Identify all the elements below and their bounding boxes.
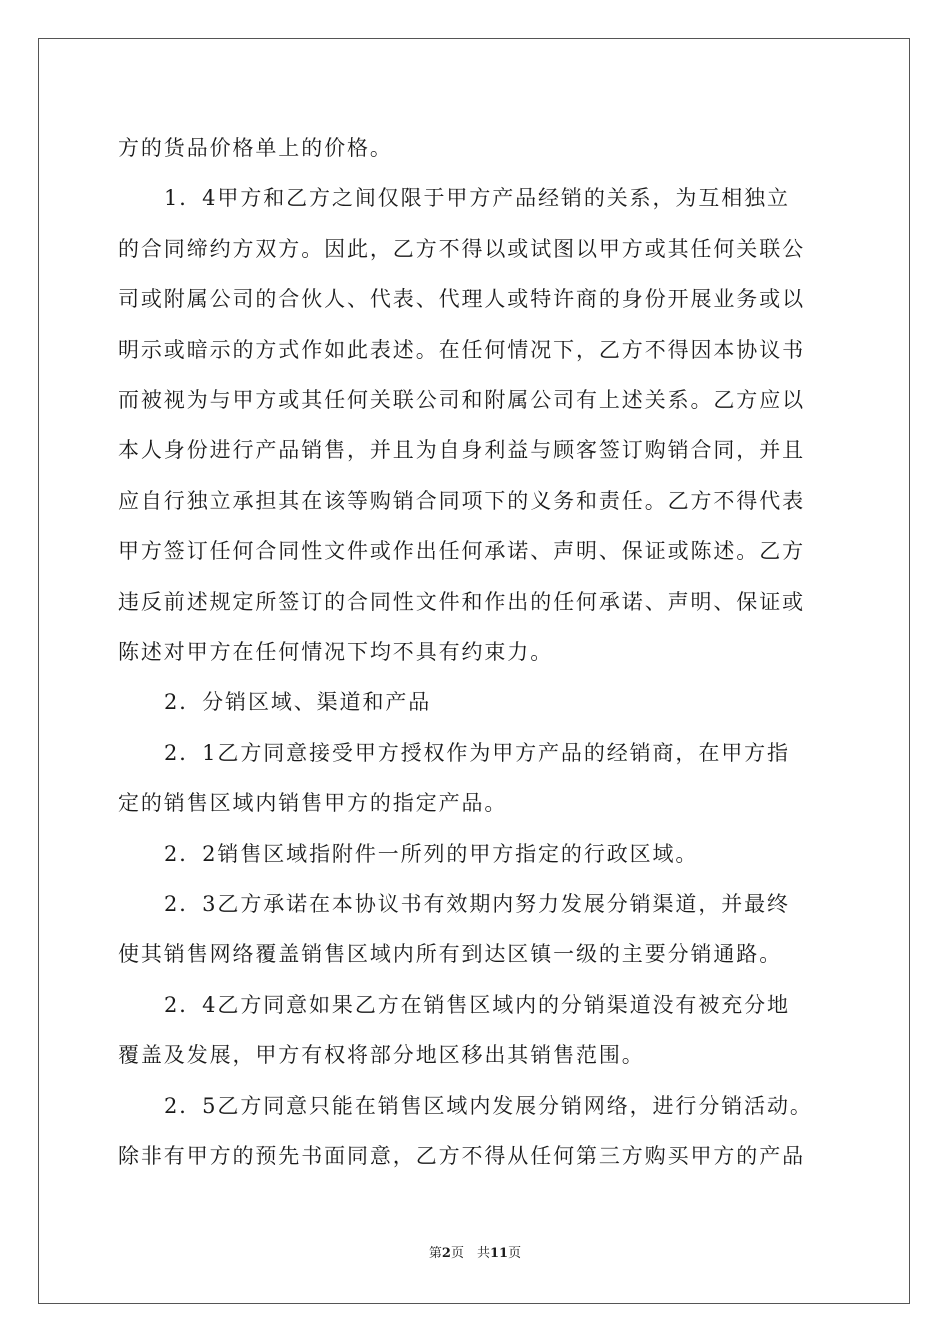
- footer-total-prefix: 共: [476, 1246, 490, 1261]
- footer-total-suffix: 页: [508, 1246, 522, 1261]
- footer-page-suffix: 页: [450, 1246, 464, 1261]
- text-line: 2．3乙方承诺在本协议书有效期内努力发展分销渠道，并最终: [164, 892, 790, 916]
- text-line: 应自行独立承担其在该等购销合同项下的义务和责任。乙方不得代表: [118, 488, 805, 513]
- text-line: 除非有甲方的预先书面同意，乙方不得从任何第三方购买甲方的产品: [118, 1144, 805, 1168]
- text-line: 司或附属公司的合伙人、代表、代理人或特许商的身份开展业务或以: [118, 287, 805, 312]
- text-line: 的合同缔约方双方。因此，乙方不得以或试图以甲方或其任何关联公: [118, 236, 805, 261]
- page-footer: [0, 1245, 950, 1263]
- text-line: 而被视为与甲方或其任何关联公司和附属公司有上述关系。乙方应以: [118, 388, 805, 412]
- text-line: 1．4甲方和乙方之间仅限于甲方产品经销的关系，为互相独立: [164, 186, 790, 211]
- text-line: 覆盖及发展，甲方有权将部分地区移出其销售范围。: [118, 1043, 645, 1068]
- text-line: 2．分销区域、渠道和产品: [164, 690, 432, 715]
- footer-page-number: 2: [441, 1246, 451, 1261]
- text-line: 2．4乙方同意如果乙方在销售区域内的分销渠道没有被充分地: [164, 992, 790, 1017]
- text-line: 陈述对甲方在任何情况下均不具有约束力。: [118, 640, 554, 664]
- footer-prefix: 第: [428, 1246, 442, 1261]
- text-line: 本人身份进行产品销售，并且为自身利益与顾客签订购销合同，并且: [118, 438, 805, 463]
- text-line: 2．1乙方同意接受甲方授权作为甲方产品的经销商，在甲方指: [164, 740, 790, 765]
- text-line: 甲方签订任何合同性文件或作出任何承诺、声明、保证或陈述。乙方: [118, 539, 805, 564]
- text-line: 2．2销售区域指附件一所列的甲方指定的行政区域。: [164, 841, 699, 866]
- footer-total-pages: 11: [489, 1246, 509, 1261]
- text-line: 明示或暗示的方式作如此表述。在任何情况下，乙方不得因本协议书: [118, 337, 805, 362]
- text-line: 定的销售区域内销售甲方的指定产品。: [118, 791, 508, 816]
- text-line: 使其销售网络覆盖销售区域内所有到达区镇一级的主要分销通路。: [118, 942, 783, 967]
- text-line: 方的货品价格单上的价格。: [118, 136, 393, 160]
- text-line: 2．5乙方同意只能在销售区域内发展分销网络，进行分销活动。: [164, 1093, 813, 1118]
- text-line: 违反前述规定所签订的合同性文件和作出的任何承诺、声明、保证或: [118, 589, 805, 614]
